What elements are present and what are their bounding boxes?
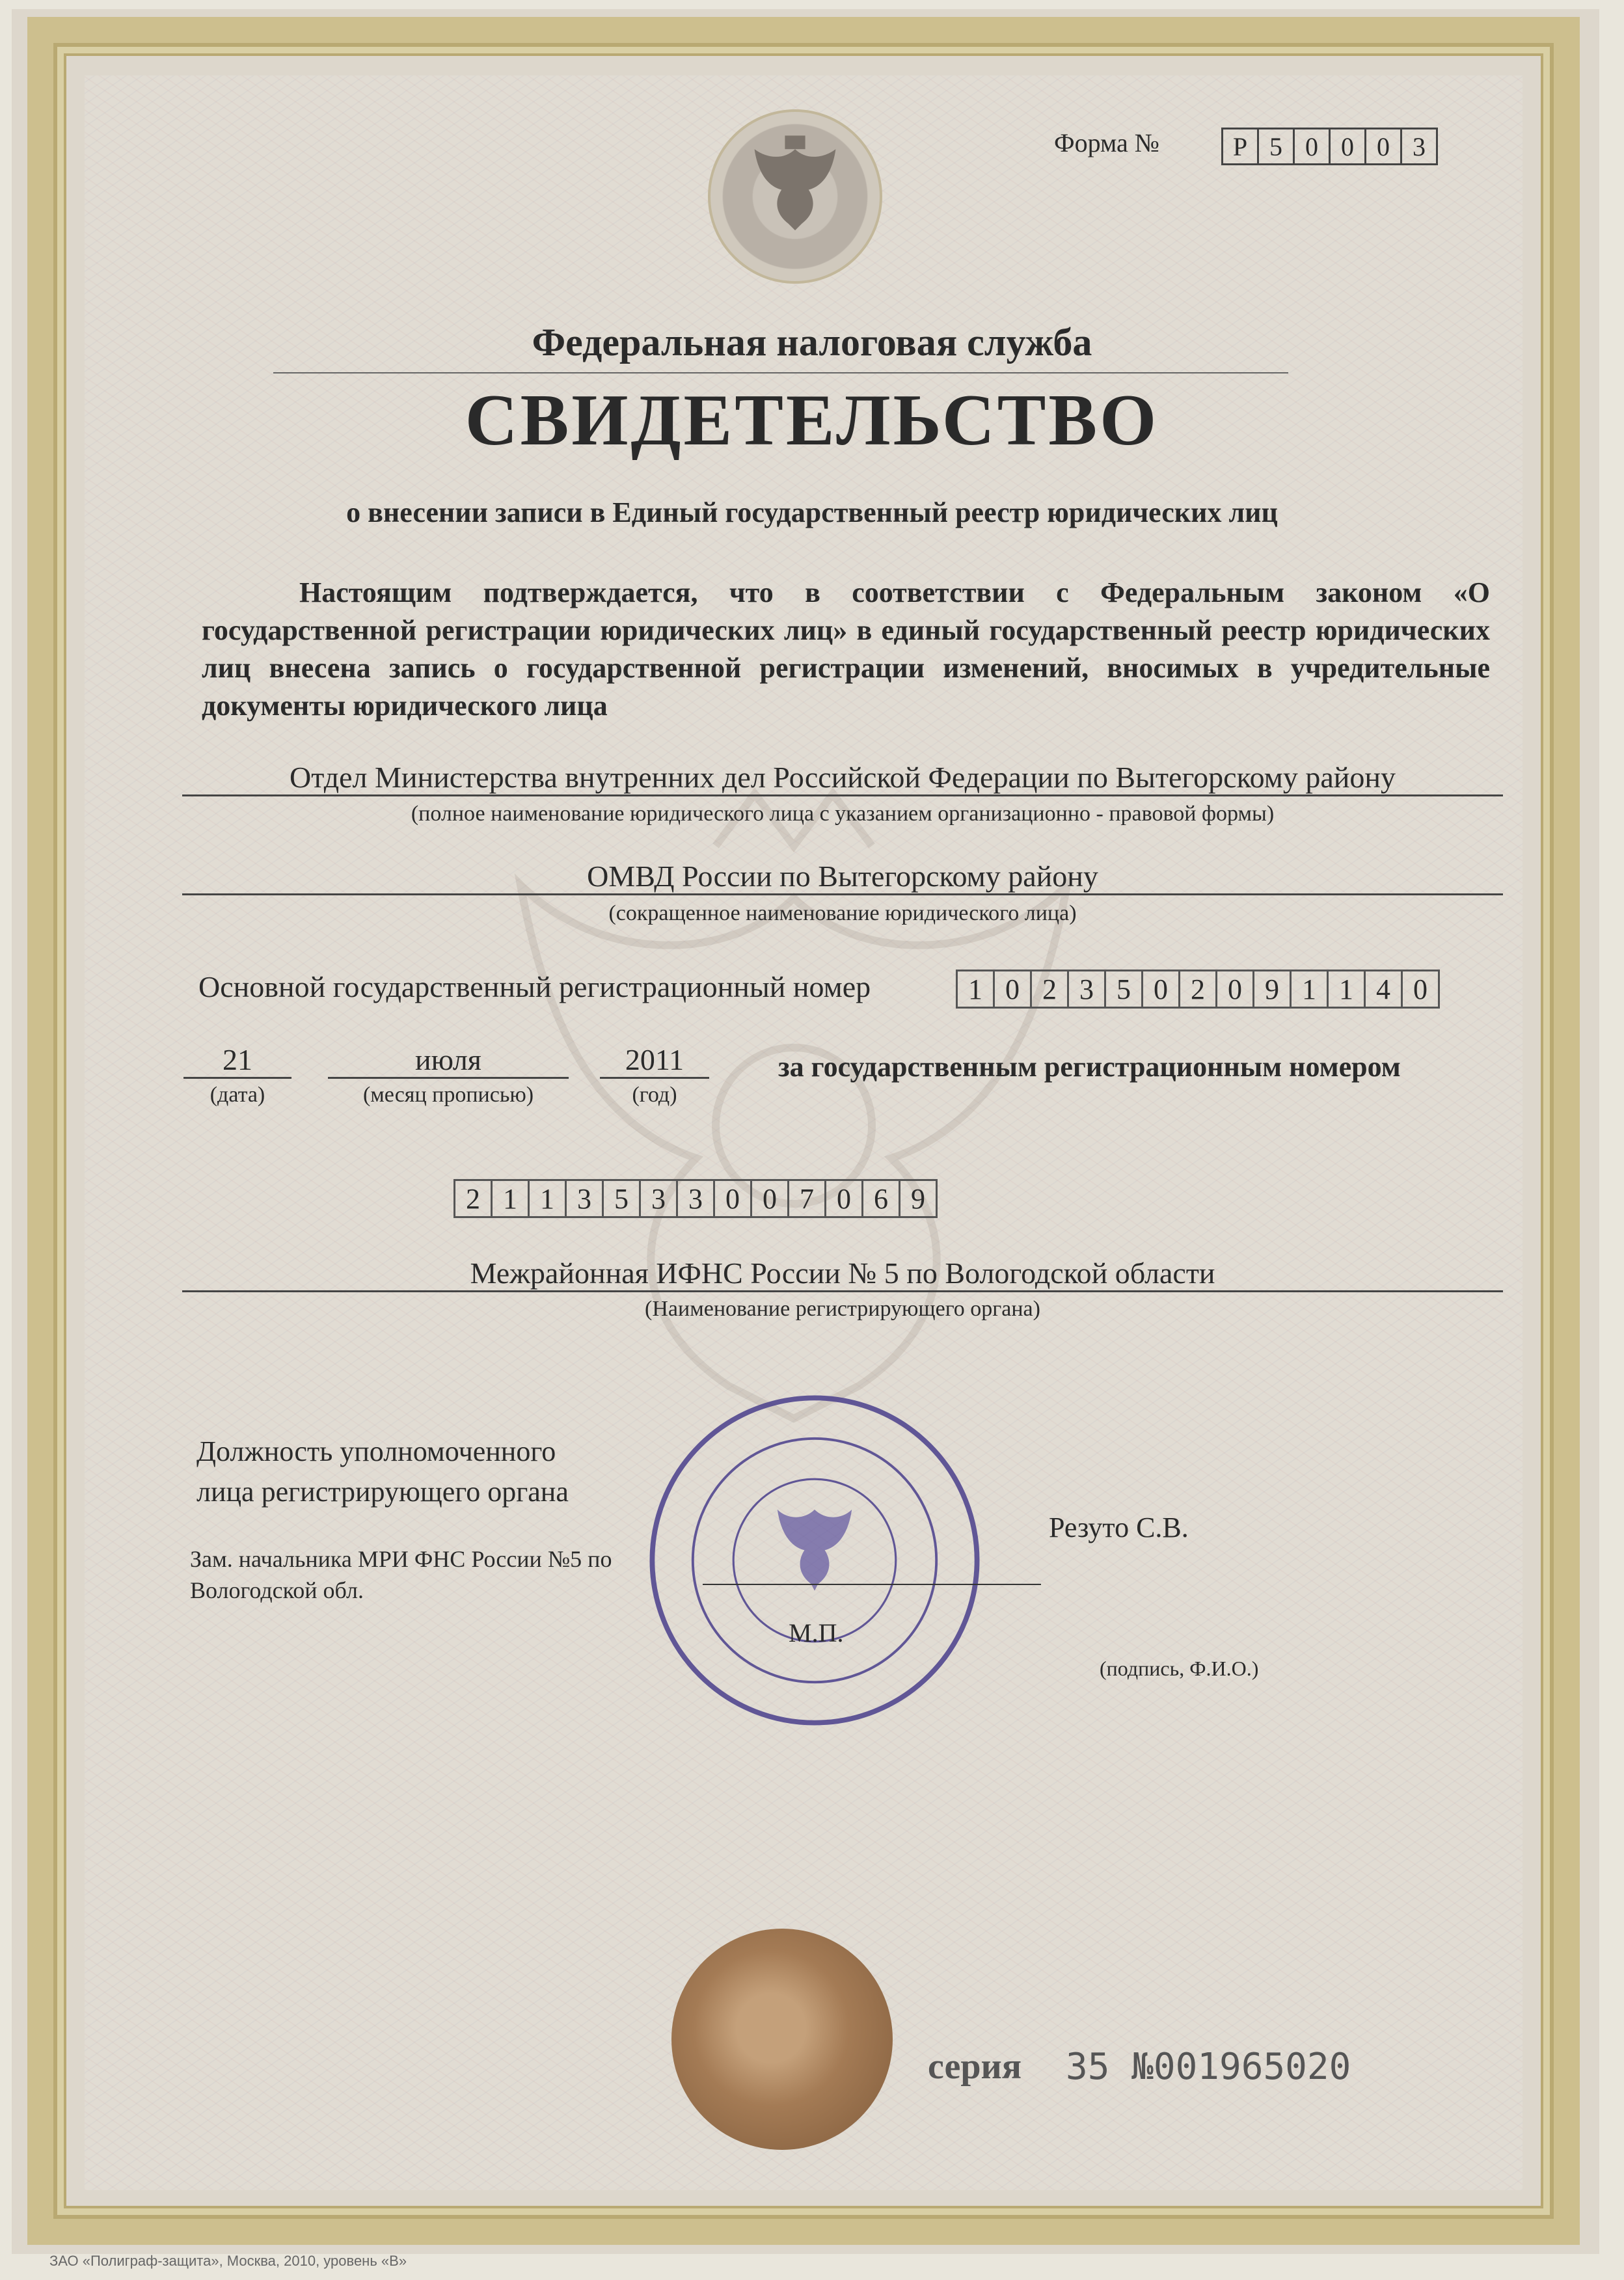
date-month-hint: (месяц прописью) (362, 1083, 534, 1107)
eagle-emblem-icon (710, 112, 880, 281)
ogrn-digit: 0 (1141, 970, 1180, 1009)
ogrn-digit: 0 (993, 970, 1032, 1009)
position-value (190, 1543, 612, 1606)
ogrn-digit: 5 (1104, 970, 1143, 1009)
position-label-line: Должность уполномоченного (196, 1435, 556, 1467)
authority-hint: (Наименование регистрирующего органа) (645, 1297, 1040, 1321)
date-year-hint: (год) (632, 1083, 677, 1107)
entity-short-name: ОМВД России по Вытегорскому району (182, 859, 1503, 895)
position-value-line: Зам. начальника МРИ ФНС России №5 по (190, 1546, 612, 1572)
emblem-hologram (708, 109, 882, 284)
ogrn-digit: 4 (1364, 970, 1403, 1009)
statement-paragraph (202, 574, 1490, 725)
reg-number-digit: 3 (676, 1179, 715, 1218)
ogrn-digit: 0 (1215, 970, 1254, 1009)
signature-line (703, 1584, 1041, 1585)
ogrn-digit: 1 (956, 970, 995, 1009)
signatory-name: Резуто С.В. (1049, 1512, 1189, 1543)
reg-number-digit: 7 (787, 1179, 826, 1218)
ogrn-digit: 2 (1178, 970, 1217, 1009)
reg-number-digit: 2 (453, 1179, 493, 1218)
reg-number-label: за государственным регистрационным номером (778, 1051, 1401, 1083)
ogrn-digit: 9 (1252, 970, 1292, 1009)
document-subtitle: о внесении записи в Единый государственный реестр юридических лиц (346, 496, 1278, 528)
position-value-line: Вологодской обл. (190, 1577, 364, 1603)
ogrn-digit: 2 (1030, 970, 1069, 1009)
series-value: 35 (1066, 2046, 1110, 2088)
entity-short-name-hint: (сокращенное наименование юридического лица) (608, 901, 1077, 925)
signature-hint: (подпись, Ф.И.О.) (1100, 1657, 1259, 1680)
position-label-line: лица регистрирующего органа (196, 1476, 569, 1508)
reg-number-digit: 1 (528, 1179, 567, 1218)
date-day: 21 (183, 1042, 291, 1079)
reg-number-digit: 5 (602, 1179, 641, 1218)
form-code-cell: 0 (1364, 128, 1402, 165)
reg-number-digit: 0 (824, 1179, 863, 1218)
ogrn-digit: 1 (1327, 970, 1366, 1009)
series-label: серия (928, 2046, 1022, 2087)
ogrn-digit: 3 (1067, 970, 1106, 1009)
form-label: Форма № (1054, 128, 1159, 157)
form-code-cell: 0 (1293, 128, 1331, 165)
heading-divider (273, 372, 1288, 373)
ogrn-digit: 1 (1290, 970, 1329, 1009)
entity-full-name: Отдел Министерства внутренних дел Российской Федерации по Вытегорскому району (182, 760, 1503, 796)
date-month: июля (328, 1042, 569, 1079)
form-code-cell: 3 (1400, 128, 1438, 165)
reg-number-digit: 3 (565, 1179, 604, 1218)
form-code-cell: 0 (1329, 128, 1366, 165)
reg-number-digit: 6 (861, 1179, 900, 1218)
official-stamp-icon (645, 1391, 984, 1730)
form-code-cell: 5 (1257, 128, 1295, 165)
position-label (196, 1432, 569, 1512)
certificate-number: №001965020 (1131, 2046, 1351, 2088)
form-code-cells (1223, 128, 1438, 165)
form-code-cell: Р (1221, 128, 1259, 165)
printer-footer: ЗАО «Полиграф-защита», Москва, 2010, уровень «В» (49, 2253, 407, 2269)
series-number (1066, 2046, 1351, 2088)
ogrn-label: Основной государственный регистрационный номер (198, 970, 871, 1003)
ogrn-cells (958, 970, 1440, 1009)
document-title: СВИДЕТЕЛЬСТВО (465, 380, 1159, 461)
reg-number-digit: 1 (491, 1179, 530, 1218)
statement-text: Настоящим подтверждается, что в соответствии с Федеральным законом «О государственной регистрации юридических лиц» в единый государственный реестр юридических лиц внесена запись о государственной регистрации изменений, вносимых в учредительные документы юридического лица (202, 577, 1490, 722)
hologram-seal (671, 1929, 893, 2150)
reg-number-cells (455, 1179, 938, 1218)
date-year: 2011 (600, 1042, 709, 1079)
stamp-place-label: М.П. (789, 1618, 844, 1648)
entity-full-name-hint: (полное наименование юридического лица с указанием организационно - правовой формы) (411, 802, 1275, 826)
authority-name: Межрайонная ИФНС России № 5 по Вологодской области (182, 1256, 1503, 1292)
reg-number-digit: 9 (899, 1179, 938, 1218)
reg-number-digit: 3 (639, 1179, 678, 1218)
ogrn-digit: 0 (1401, 970, 1440, 1009)
date-day-hint: (дата) (210, 1083, 265, 1107)
reg-number-digit: 0 (750, 1179, 789, 1218)
reg-number-digit: 0 (713, 1179, 752, 1218)
service-heading: Федеральная налоговая служба (532, 321, 1092, 364)
